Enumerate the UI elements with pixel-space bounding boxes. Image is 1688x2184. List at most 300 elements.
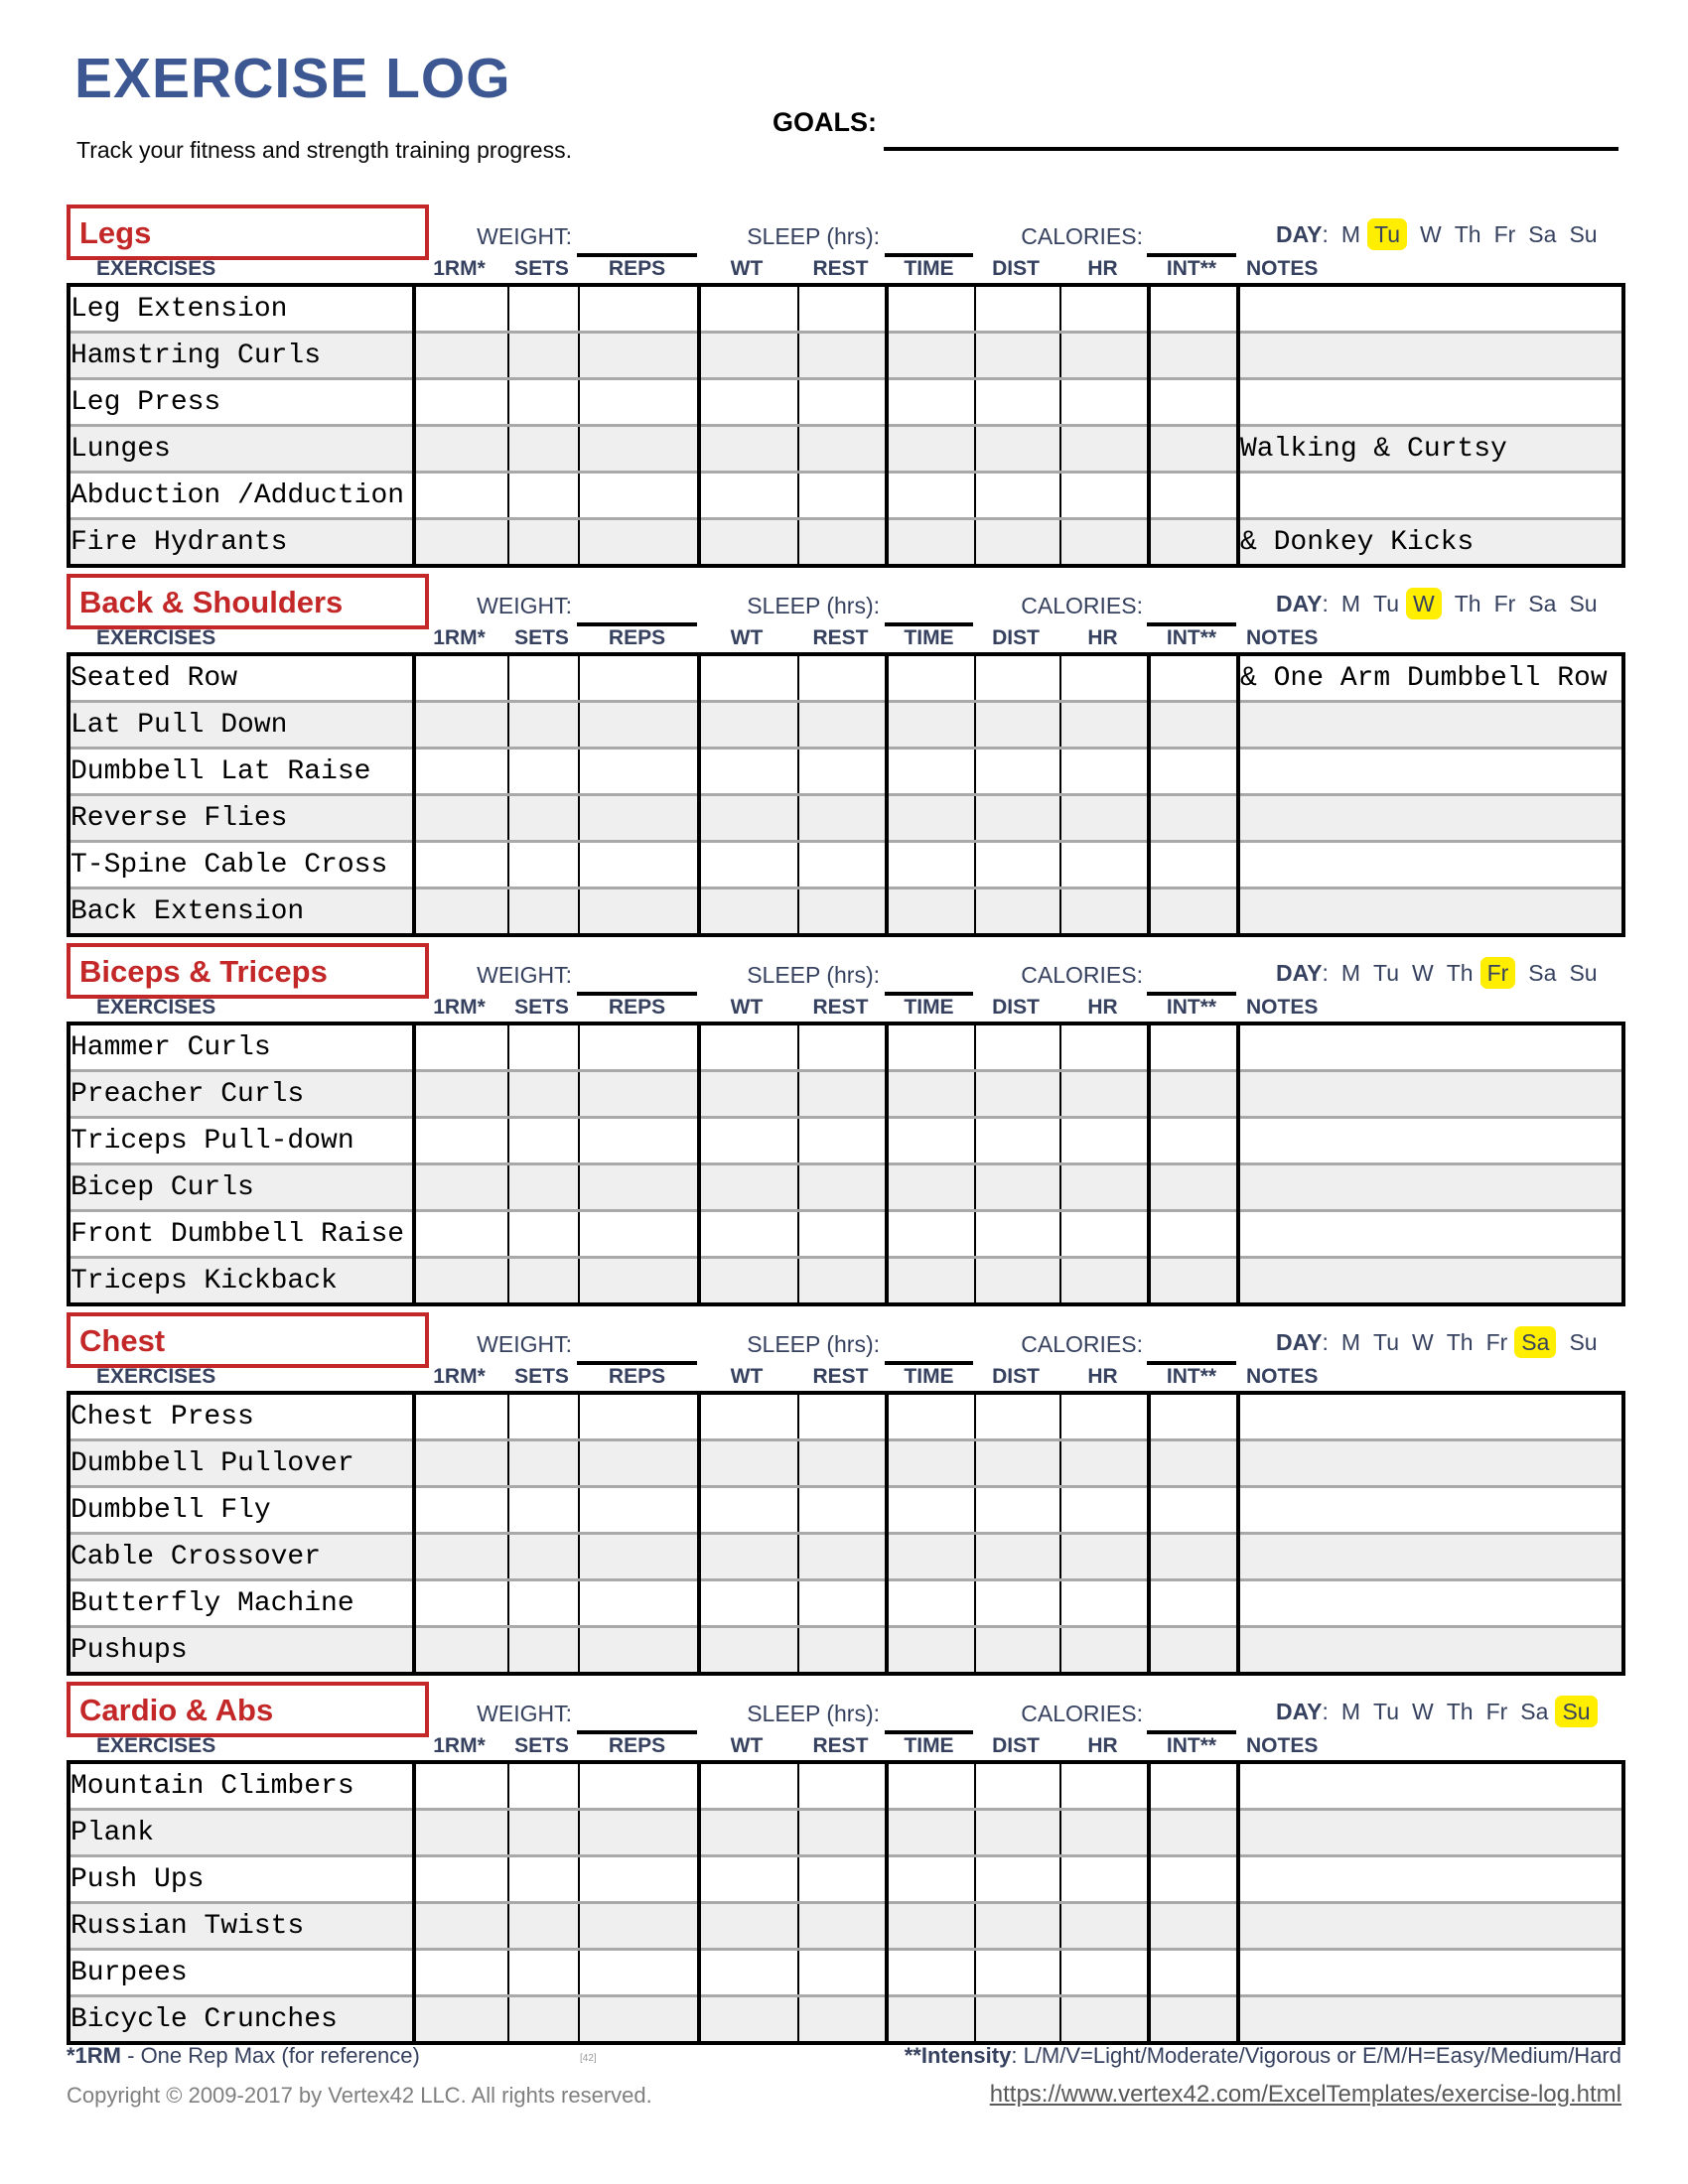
log-cell [1060,749,1149,795]
log-cell [1060,654,1149,702]
goals-label: GOALS: [773,107,877,137]
log-cell [975,702,1060,749]
log-cell [975,1393,1060,1440]
col-header-int: INT** [1166,626,1217,649]
log-cell [699,1258,798,1305]
log-cell [699,1580,798,1627]
log-cell [975,1440,1060,1487]
col-header-int: INT** [1166,257,1217,280]
log-cell [414,473,508,519]
exercise-name: Burpees [69,1950,414,1996]
log-cell [699,654,798,702]
exercise-name: Plank [69,1810,414,1856]
note-cell [1238,1534,1623,1580]
log-cell [414,1856,508,1903]
log-cell [1149,654,1238,702]
table-row [69,1856,1623,1903]
note-cell [1238,1024,1623,1071]
page-subtitle: Track your fitness and strength training progress. [76,137,572,163]
log-cell [798,1996,887,2044]
col-header-time: TIME [904,1734,954,1757]
log-cell [414,702,508,749]
log-cell [414,888,508,936]
col-header-reps: REPS [608,1365,666,1388]
log-cell [1060,426,1149,473]
exercise-name: Hammer Curls [69,1024,414,1071]
log-cell [508,1118,579,1164]
log-cell [1149,285,1238,333]
col-header-notes: NOTES [1246,1365,1319,1388]
day-option: Th [1454,221,1481,247]
log-cell [699,1024,798,1071]
day-colon: : [1322,1699,1329,1724]
note-cell [1238,1762,1623,1810]
log-cell [975,1950,1060,1996]
log-cell [579,1762,699,1810]
col-header-1rm: 1RM* [433,626,486,649]
day-label: DAY [1276,960,1323,986]
log-cell [887,1258,975,1305]
day-option: Th [1446,960,1474,986]
col-header-sets: SETS [514,1734,569,1757]
log-cell [414,795,508,842]
col-header-notes: NOTES [1246,996,1319,1019]
table-row [69,1762,1623,1810]
col-header-hr: HR [1087,996,1118,1019]
log-cell [508,795,579,842]
note-cell [1238,285,1623,333]
log-cell [798,1810,887,1856]
col-header-sets: SETS [514,257,569,280]
log-cell [579,1024,699,1071]
log-cell [1149,1393,1238,1440]
table-row [69,1487,1623,1534]
weight-label: WEIGHT: [477,593,572,618]
log-cell [1149,1440,1238,1487]
exercise-name: Dumbbell Lat Raise [69,749,414,795]
col-header-sets: SETS [514,626,569,649]
log-cell [1060,333,1149,379]
log-cell [887,1024,975,1071]
log-cell [414,1762,508,1810]
day-option: Su [1569,591,1598,616]
table-row [69,1393,1623,1440]
log-cell [887,654,975,702]
log-cell [975,749,1060,795]
page-title: EXERCISE LOG [74,47,511,110]
log-cell [414,1810,508,1856]
log-cell [887,749,975,795]
note-cell [1238,1440,1623,1487]
log-cell [699,333,798,379]
log-cell [579,1258,699,1305]
col-header-dist: DIST [992,1734,1040,1757]
exercise-name: Reverse Flies [69,795,414,842]
table-row [69,1903,1623,1950]
log-cell [1149,473,1238,519]
log-cell [1149,1118,1238,1164]
log-cell [887,519,975,567]
log-cell [1149,1487,1238,1534]
log-cell [508,1071,579,1118]
section-title: Back & Shoulders [79,585,344,619]
log-cell [975,842,1060,888]
log-cell [699,1810,798,1856]
note-cell [1238,1487,1623,1534]
log-cell [798,1393,887,1440]
col-header-hr: HR [1087,257,1118,280]
log-cell [579,842,699,888]
day-selector [1276,1329,1598,1356]
log-cell [1149,1071,1238,1118]
log-cell [798,1950,887,1996]
log-cell [1060,1762,1149,1810]
col-header-1rm: 1RM* [433,257,486,280]
log-cell [1149,1580,1238,1627]
log-cell [1149,1903,1238,1950]
note-cell [1238,1258,1623,1305]
log-cell [579,333,699,379]
note-cell [1238,1393,1623,1440]
footnote-1rm [67,2043,420,2069]
day-option: Sa [1528,591,1557,616]
exercise-name: Push Ups [69,1856,414,1903]
exercise-name: Chest Press [69,1393,414,1440]
log-cell [1149,842,1238,888]
col-header-reps: REPS [608,996,666,1019]
log-cell [699,379,798,426]
log-cell [508,1440,579,1487]
day-label: DAY [1276,1699,1323,1724]
log-cell [699,1164,798,1211]
col-header-1rm: 1RM* [433,996,486,1019]
column-headers [67,626,1621,650]
log-cell [414,1393,508,1440]
table-row [69,749,1623,795]
log-cell [975,1903,1060,1950]
day-option: Th [1446,1699,1474,1724]
log-cell [414,749,508,795]
log-cell [579,749,699,795]
table-row [69,1950,1623,1996]
col-header-dist: DIST [992,1365,1040,1388]
exercise-name: Abduction /Adduction [69,473,414,519]
log-cell [1060,795,1149,842]
note-cell [1238,1810,1623,1856]
col-header-rest: REST [812,257,869,280]
log-cell [887,1440,975,1487]
col-header-exercises: EXERCISES [96,1734,216,1757]
log-cell [798,1024,887,1071]
log-cell [1060,1627,1149,1675]
day-option-highlighted: W [1406,588,1442,619]
log-cell [699,1393,798,1440]
col-header-sets: SETS [514,1365,569,1388]
log-cell [414,1118,508,1164]
log-cell [699,842,798,888]
log-cell [699,285,798,333]
log-cell [887,1810,975,1856]
day-option: Su [1569,221,1598,247]
log-cell [1149,1996,1238,2044]
col-header-notes: NOTES [1246,626,1319,649]
sleep-label: SLEEP (hrs): [747,1331,880,1357]
log-cell [975,473,1060,519]
note-cell [1238,1580,1623,1627]
footnote-intensity-term: **Intensity [904,2043,1012,2068]
day-option: Fr [1485,1699,1508,1724]
log-cell [798,1118,887,1164]
col-header-hr: HR [1087,1365,1118,1388]
log-cell [579,1487,699,1534]
table-row [69,1118,1623,1164]
log-cell [798,1258,887,1305]
log-cell [508,1487,579,1534]
log-table [67,652,1625,937]
log-cell [887,1534,975,1580]
log-cell [508,426,579,473]
template-url-link[interactable]: https://www.vertex42.com/ExcelTemplates/exercise-log.html [989,2081,1621,2108]
table-row [69,285,1623,333]
note-cell [1238,795,1623,842]
log-cell [699,1856,798,1903]
day-label: DAY [1276,591,1323,616]
table-row [69,888,1623,936]
day-option: Th [1454,591,1481,616]
log-cell [1149,1024,1238,1071]
exercise-name: Bicycle Crunches [69,1996,414,2044]
log-cell [1149,426,1238,473]
exercise-name: Mountain Climbers [69,1762,414,1810]
log-cell [414,1487,508,1534]
log-cell [414,1071,508,1118]
log-cell [887,1393,975,1440]
day-option: Su [1569,960,1598,986]
table-row [69,1440,1623,1487]
log-cell [579,1071,699,1118]
log-cell [508,1810,579,1856]
log-cell [1060,1393,1149,1440]
log-cell [414,379,508,426]
col-header-time: TIME [904,1365,954,1388]
log-cell [508,379,579,426]
log-cell [1060,1810,1149,1856]
col-header-rest: REST [812,996,869,1019]
col-header-rest: REST [812,626,869,649]
log-cell [975,426,1060,473]
note-cell [1238,1856,1623,1903]
footnote-1rm-term: *1RM [67,2043,122,2068]
log-cell [508,654,579,702]
col-header-time: TIME [904,257,954,280]
section-title: Chest [79,1323,166,1358]
day-option: W [1412,1329,1434,1355]
exercise-name: Seated Row [69,654,414,702]
col-header-wt: WT [730,1734,764,1757]
log-cell [1149,1810,1238,1856]
log-cell [508,1211,579,1258]
note-cell [1238,1211,1623,1258]
log-cell [1060,1440,1149,1487]
log-cell [699,1903,798,1950]
section-title-box [67,1682,429,1737]
log-cell [887,1903,975,1950]
section-title-box [67,205,429,260]
day-option: Fr [1485,1329,1508,1355]
log-cell [699,1440,798,1487]
col-header-int: INT** [1166,1734,1217,1757]
day-selector [1276,591,1598,617]
exercise-name: Pushups [69,1627,414,1675]
log-cell [508,1950,579,1996]
log-cell [975,888,1060,936]
exercise-name: T-Spine Cable Cross [69,842,414,888]
log-cell [887,842,975,888]
log-cell [798,795,887,842]
log-cell [887,1856,975,1903]
log-cell [887,379,975,426]
log-cell [887,1118,975,1164]
day-colon: : [1322,591,1329,616]
day-option: Tu [1373,591,1400,616]
log-cell [887,1950,975,1996]
log-cell [1149,333,1238,379]
log-cell [1060,379,1149,426]
log-cell [699,1762,798,1810]
calories-label: CALORIES: [1021,1331,1143,1357]
footnote-1rm-text: - One Rep Max (for reference) [121,2043,420,2068]
log-cell [508,333,579,379]
note-cell [1238,1950,1623,1996]
log-cell [798,1071,887,1118]
log-cell [798,1211,887,1258]
table-row [69,702,1623,749]
section-cardio-abs [0,1680,1688,2049]
log-cell [508,1534,579,1580]
log-cell [1149,749,1238,795]
log-table [67,1760,1625,2045]
log-cell [1149,1762,1238,1810]
exercise-name: Lat Pull Down [69,702,414,749]
log-cell [579,426,699,473]
exercise-name: Leg Extension [69,285,414,333]
note-cell [1238,1071,1623,1118]
log-cell [579,519,699,567]
sleep-label: SLEEP (hrs): [747,962,880,988]
log-cell [1060,1024,1149,1071]
log-cell [579,1211,699,1258]
note-cell [1238,379,1623,426]
day-selector [1276,1699,1598,1725]
day-option: W [1412,1699,1434,1724]
goals-blank-line [884,147,1618,151]
exercise-name: Butterfly Machine [69,1580,414,1627]
log-cell [1149,888,1238,936]
table-row [69,1534,1623,1580]
note-cell [1238,702,1623,749]
log-cell [798,1534,887,1580]
table-row [69,1024,1623,1071]
table-row [69,842,1623,888]
log-cell [975,654,1060,702]
log-cell [798,519,887,567]
log-cell [1149,795,1238,842]
log-cell [414,1164,508,1211]
log-cell [887,1211,975,1258]
log-cell [887,795,975,842]
day-option-highlighted: Su [1555,1696,1597,1727]
log-cell [1060,702,1149,749]
log-cell [414,285,508,333]
log-cell [579,1903,699,1950]
section-back-shoulders [0,572,1688,941]
calories-label: CALORIES: [1021,593,1143,618]
log-cell [1060,1164,1149,1211]
log-cell [508,702,579,749]
log-cell [579,1996,699,2044]
log-cell [975,1627,1060,1675]
log-cell [798,1487,887,1534]
section-chest [0,1310,1688,1680]
log-cell [508,519,579,567]
log-cell [699,1071,798,1118]
col-header-reps: REPS [608,257,666,280]
col-header-int: INT** [1166,1365,1217,1388]
log-cell [579,1580,699,1627]
log-table [67,1391,1625,1676]
log-cell [975,379,1060,426]
log-cell [1060,1903,1149,1950]
day-option: Sa [1528,221,1557,247]
log-cell [699,1487,798,1534]
exercise-name: Dumbbell Pullover [69,1440,414,1487]
log-cell [975,1856,1060,1903]
log-cell [1060,1950,1149,1996]
log-cell [887,333,975,379]
log-cell [699,1211,798,1258]
exercise-name: Preacher Curls [69,1071,414,1118]
log-cell [1149,379,1238,426]
col-header-exercises: EXERCISES [96,257,216,280]
log-cell [798,888,887,936]
log-cell [975,1258,1060,1305]
log-cell [579,1534,699,1580]
exercise-name: Front Dumbbell Raise [69,1211,414,1258]
log-cell [975,1810,1060,1856]
log-cell [975,1024,1060,1071]
log-cell [579,888,699,936]
log-cell [1149,1211,1238,1258]
table-row [69,654,1623,702]
day-colon: : [1322,221,1329,247]
calories-label: CALORIES: [1021,223,1143,249]
col-header-wt: WT [730,1365,764,1388]
table-row [69,1810,1623,1856]
log-cell [798,702,887,749]
exercise-name: Leg Press [69,379,414,426]
table-row [69,1996,1623,2044]
log-cell [1149,1258,1238,1305]
log-cell [579,285,699,333]
log-table [67,283,1625,568]
day-option: Tu [1373,1329,1400,1355]
log-cell [579,379,699,426]
log-cell [1149,1164,1238,1211]
col-header-exercises: EXERCISES [96,626,216,649]
log-cell [798,379,887,426]
log-cell [699,426,798,473]
log-cell [414,654,508,702]
